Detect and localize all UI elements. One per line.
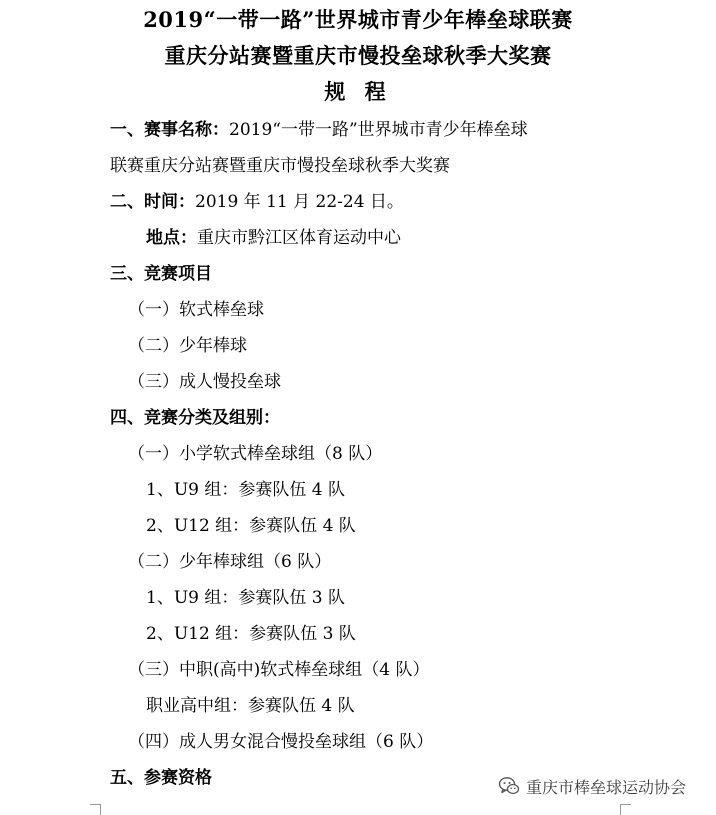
section-1-text-b: 联赛重庆分站赛暨重庆市慢投垒球秋季大奖赛 (110, 156, 450, 176)
section-4-line: （三）中职(高中)软式棒垒球组（4 队） (128, 660, 430, 680)
section-5-label: 五、参赛资格 (110, 768, 212, 788)
section-4-line: 2、U12 组：参赛队伍 3 队 (146, 624, 356, 644)
section-3-item: （二）少年棒球 (128, 336, 247, 356)
section-1-label: 一、赛事名称： (110, 120, 229, 140)
section-4-line: 2、U12 组：参赛队伍 4 队 (146, 516, 356, 536)
section-2-label: 二、时间： (110, 192, 195, 212)
title-line-2: 重庆分站赛暨重庆市慢投垒球秋季大奖赛 (164, 43, 552, 68)
section-4-line: 职业高中组：参赛队伍 4 队 (146, 696, 355, 716)
section-4-line: （二）少年棒球组（6 队） (128, 552, 332, 572)
title-line-1: 2019“一带一路”世界城市青少年棒垒球联赛 (143, 7, 573, 32)
place-label: 地点： (146, 228, 197, 248)
section-4-line: （四）成人男女混合慢投垒球组（6 队） (128, 732, 434, 752)
section-3-label: 三、竞赛项目 (110, 264, 212, 284)
wechat-icon (498, 775, 520, 797)
section-2 (110, 190, 404, 214)
section-1 (110, 118, 528, 142)
section-2-place (146, 226, 401, 250)
place-text: 重庆市黔江区体育运动中心 (197, 228, 401, 248)
section-4-label: 四、竞赛分类及组别： (110, 408, 280, 428)
section-1-text-a: 2019“一带一路”世界城市青少年棒垒球 (229, 120, 528, 140)
section-3-item: （一）软式棒垒球 (128, 300, 264, 320)
section-2-text: 2019 年 11 月 22-24 日。 (195, 192, 404, 212)
section-4-line: 1、U9 组：参赛队伍 3 队 (146, 588, 345, 608)
page-corner-mark-left (90, 804, 101, 815)
title-line-3: 规 程 (324, 79, 392, 104)
section-4-line: （一）小学软式棒垒球组（8 队） (128, 444, 383, 464)
watermark-text: 重庆市棒垒球运动协会 (526, 777, 687, 797)
section-3-item: （三）成人慢投垒球 (128, 372, 281, 392)
watermark (498, 773, 686, 799)
page-corner-mark-right (620, 804, 631, 815)
section-4-line: 1、U9 组：参赛队伍 4 队 (146, 480, 345, 500)
